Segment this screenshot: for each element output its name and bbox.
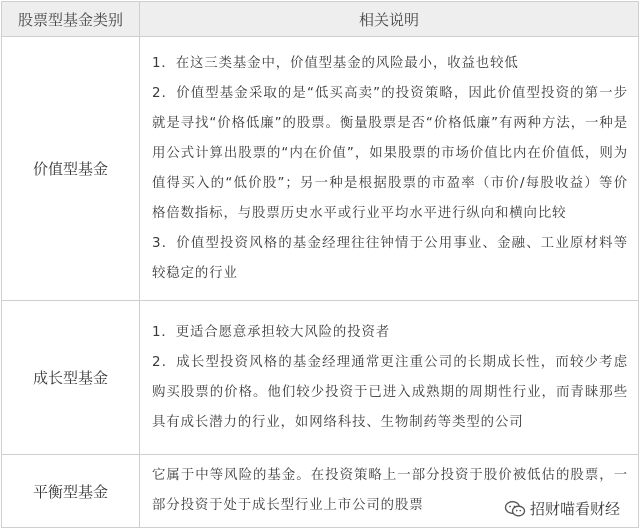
category-value-fund: 价值型基金 [2, 37, 140, 301]
description-growth-fund [140, 301, 639, 455]
desc-line: 1．更适合愿意承担较大风险的投资者 [152, 324, 391, 340]
description-value-fund [140, 37, 639, 301]
fund-category-table [1, 1, 639, 528]
desc-line: 3．价值型投资风格的基金经理往往钟情于公用事业、金融、工业原材料等较稳定的行业 [152, 235, 628, 281]
watermark [502, 498, 622, 519]
watermark-text: 招财喵看财经 [529, 500, 620, 518]
desc-line: 2．价值型基金采取的是“低买高卖”的投资策略，因此价值型投资的第一步就是寻找“价格低廉”的股票。衡量股票是否“价格低廉”有两种方法，一种是用公式计算出股票的“内在价值”，如果股票的市场价值比内在价值低，则为值得买入的“低价股”；另一种是根据股票的市盈率（市价/每股收益）等价格倍数指标，与股票历史水平或行业平均水平进行纵向和横向比较 [152, 85, 628, 221]
table-header-row [2, 2, 639, 37]
desc-line: 它属于中等风险的基金。在投资策略上一部分投资于股价被低估的股票，一部分投资于处于成长型行业上市公司的股票 [152, 468, 628, 513]
category-balanced-fund: 平衡型基金 [2, 455, 140, 528]
desc-line: 1．在这三类基金中，价值型基金的风险最小，收益也较低 [152, 55, 519, 71]
desc-line: 2．成长型投资风格的基金经理通常更注重公司的长期成长性，而较少考虑购买股票的价格。他们较少投资于已进入成熟期的周期性行业，而青睐那些具有成长潜力的行业，如网络科技、生物制药等类型的公司 [152, 354, 628, 430]
wechat-icon [504, 500, 526, 518]
category-growth-fund: 成长型基金 [2, 301, 140, 455]
table-row-value-fund [2, 37, 639, 301]
table-row-growth-fund [2, 301, 639, 455]
header-category: 股票型基金类别 [2, 2, 140, 37]
header-description: 相关说明 [140, 2, 639, 37]
